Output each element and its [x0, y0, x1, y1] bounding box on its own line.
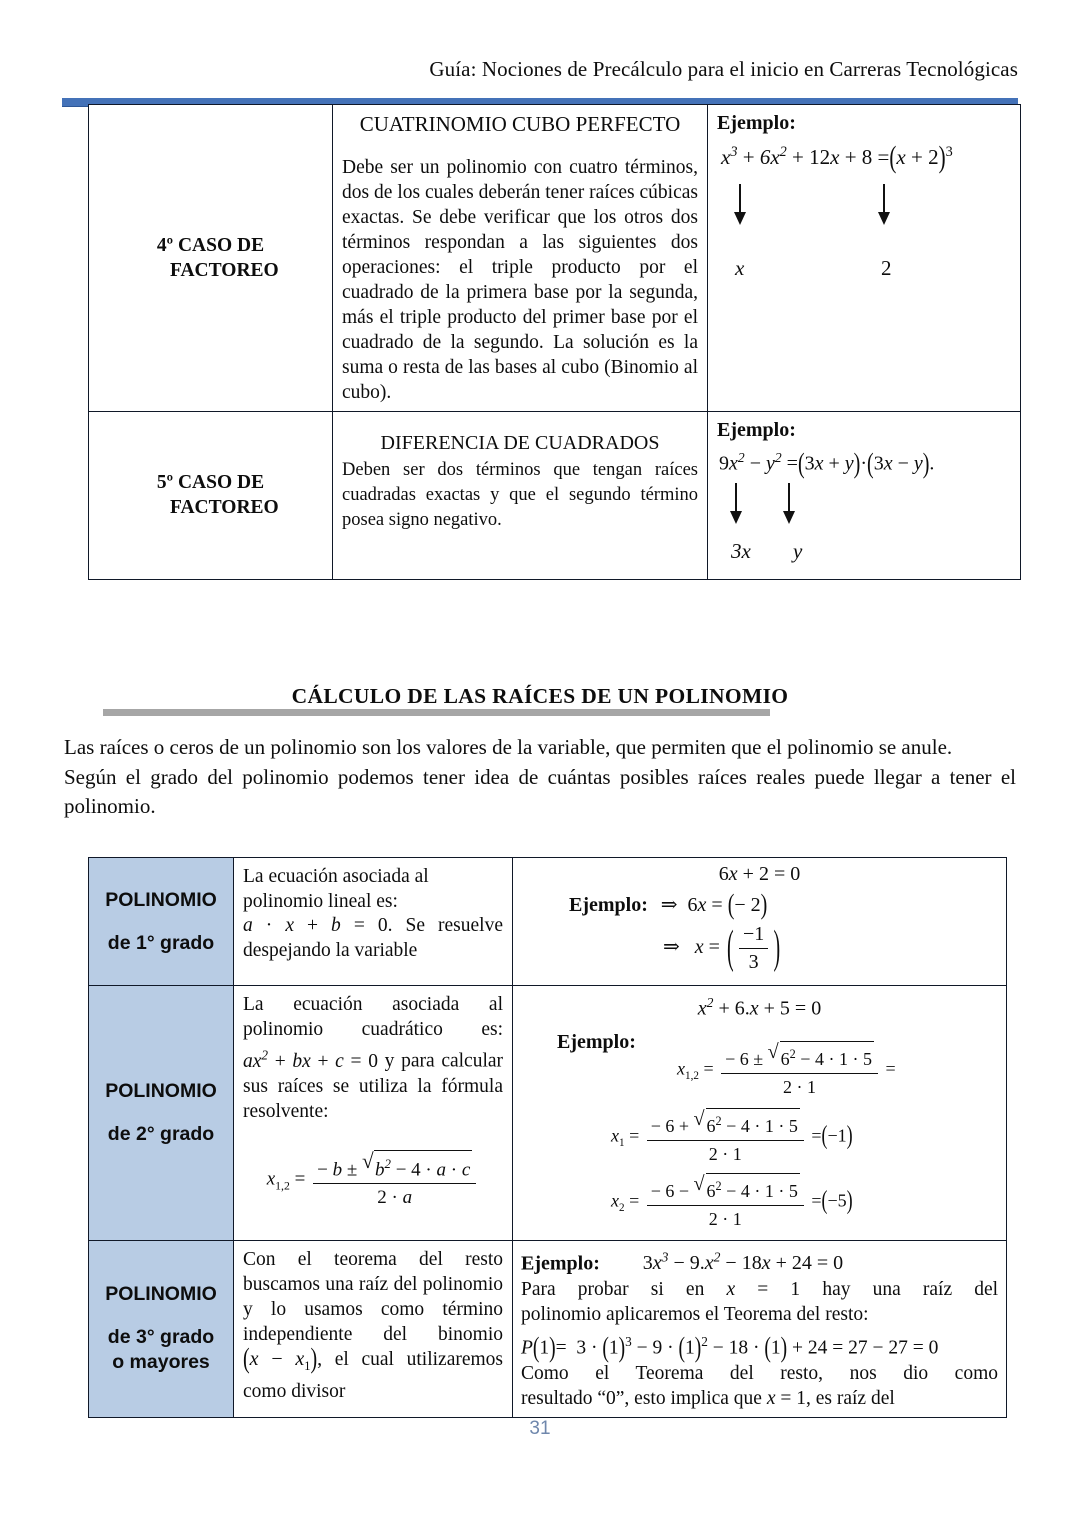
implies-step-1: ⇒ 6x = (− 2) — [660, 888, 768, 921]
quadratic-example-general: $x_{1,2}$ = $\frac{- 6 \pm √ 6^2 - 4 \cdot 1 \cdot 5}{2 \cdot 1}$ = — [523, 1041, 996, 1100]
section-heading: CÁLCULO DE LAS RAÍCES DE UN POLINOMIO — [291, 684, 789, 708]
example-equation-line-2 — [523, 888, 996, 921]
formula-lhs: x — [266, 1168, 276, 1190]
case-label-line-2: FACTOREO — [170, 497, 279, 519]
example-label: Ejemplo: — [569, 894, 648, 916]
case-description-cell — [333, 412, 708, 580]
paragraph-2: Según el grado del polinomio podemos tener idea de cuántas posibles raíces reales puede llegar a tener el polinomio. — [64, 764, 1016, 818]
label-spacer — [93, 1307, 229, 1325]
description-equation-line — [243, 1342, 503, 1404]
case-label-cell — [89, 105, 333, 412]
table-row — [89, 105, 1021, 412]
polynomial-label-line-1: POLINOMIO — [105, 1283, 217, 1306]
base-values-row — [717, 539, 1011, 573]
polynomial-label-line-1: POLINOMIO — [105, 888, 217, 911]
case-example-cell — [708, 412, 1021, 580]
polynomial-roots-table — [88, 857, 1007, 1418]
polynomial-label-line-2: de 2° grado — [107, 1122, 215, 1145]
implies-step-2: ⇒ x = ( $\frac{-1}{3}$ ) — [663, 936, 782, 958]
table-row — [89, 986, 1007, 1241]
example-text-line-3: Como el Teorema del resto, nos dio como — [521, 1362, 998, 1384]
base-value-second: 2 — [881, 256, 892, 280]
case-body-text: Deben ser dos términos que tengan raíces cuadradas exactas y que el segundo término posea signo negativo. — [342, 460, 698, 530]
description-pre: La ecuación asociada al polinomio lineal es: — [243, 866, 429, 912]
polynomial-example-cell — [513, 986, 1007, 1241]
text-segment-a: Para probar si en — [521, 1279, 705, 1301]
case-label-line-2: FACTOREO — [170, 260, 279, 281]
base-value-second: y — [793, 538, 803, 563]
description-pre: Con el teorema del resto buscamos una raíz del polinomio y lo usamos como término independiente del binomio — [243, 1248, 503, 1345]
case-body-text: Debe ser un polinomio con cuatro términos, dos de los cuales deberán tener raíces cúbicas exactas. Se debe verificar que los otros dos términos respondan a las siguientes dos operaciones: el triple producto por el cuadrado de la primera base por la segunda, más el triple producto del primer base por el cuadrado de la segundo. La solución es la suma o resta de las bases al cubo (Binomio al cubo). — [342, 157, 698, 403]
example-label: Ejemplo: — [521, 1252, 600, 1275]
polynomial-description-cell — [234, 858, 513, 986]
description-text — [243, 866, 429, 912]
polynomial-description-cell — [234, 1240, 513, 1417]
quadratic-example-root-2: $x_2$ = $\frac{- 6 - √ 6^2 - 4 \cdot 1 \cdot 5}{2 \cdot 1}$ =(−5) — [523, 1173, 996, 1232]
formula-lhs-sub: 1,2 — [275, 1178, 290, 1192]
base-arrows — [717, 184, 1011, 230]
text-segment-b: , es raíz del — [806, 1387, 895, 1409]
example-text-line-4 — [521, 1386, 998, 1411]
case-label-line-1: 5º CASO DE — [156, 472, 265, 494]
polynomial-example-cell — [513, 858, 1007, 986]
example-equation-line-3 — [523, 922, 996, 975]
base-arrows — [717, 483, 1011, 525]
description-post: Se resuelve despejando la variable — [243, 915, 503, 961]
example-label: Ejemplo: — [717, 112, 796, 134]
base-value-first: x — [735, 256, 745, 280]
example-equation-line-1: 6x + 2 = 0 — [718, 863, 801, 885]
description-equation-line — [243, 913, 503, 963]
fraction-denominator: 3 — [739, 948, 768, 975]
subscript-2: 2 — [619, 1201, 625, 1214]
text-segment-a: resultado “0”, esto implica que — [521, 1387, 762, 1409]
paragraph-1: Las raíces o ceros de un polinomio son los valores de la variable, que permiten que el polinomio se anule. — [64, 735, 953, 759]
case-title: DIFERENCIA DE CUADRADOS — [380, 432, 660, 454]
quadratic-equation: $ax^2$ + bx + c = 0 — [243, 1047, 378, 1072]
quadratic-example-root-1: $x_1$ = $\frac{- 6 + √ 6^2 - 4 \cdot 1 \cdot 5}{2 \cdot 1}$ =(−1) — [523, 1108, 996, 1167]
linear-equation: a · x + b = 0. — [243, 915, 393, 936]
base-values-row — [717, 256, 1011, 290]
quadratic-formula: $x_{1,2}$ = $\frac{- b \pm √ b^2 - 4 \cdot a \cdot c}{2 \cdot a}$ — [243, 1150, 503, 1210]
polynomial-label-line-1: POLINOMIO — [105, 1079, 217, 1102]
example-equation: $x^3 + 6x^2 + 12x + 8 =(x + 2)^3$ — [721, 139, 953, 175]
label-spacer — [93, 1104, 229, 1122]
description-post: el cual utilizaremos como divisor — [243, 1348, 503, 1402]
polynomial-degree-label-cell — [89, 1240, 234, 1417]
table-row — [89, 858, 1007, 986]
polynomial-degree-label-cell — [89, 858, 234, 986]
case-label-cell — [89, 412, 333, 580]
case-description-cell — [333, 105, 708, 412]
text-segment-b: hay una raíz del — [822, 1279, 999, 1301]
polynomial-description-cell — [234, 986, 513, 1241]
subscript-1: 1 — [619, 1136, 625, 1149]
document-header-title: Guía: Nociones de Precálculo para el inicio en Carreras Tecnológicas — [429, 57, 1018, 81]
polynomial-label-line-2: de 3° grado — [107, 1326, 215, 1349]
polynomial-label-line-2: de 1° grado — [107, 931, 215, 954]
description-pre: La ecuación asociada al polinomio cuadrático es: — [243, 994, 503, 1040]
table-row — [89, 1240, 1007, 1417]
example-text-line-2: polinomio aplicaremos el Teorema del resto: — [521, 1304, 869, 1326]
cubic-equation: $3x^3 - 9.x^2 - 18x + 24 = 0$ — [642, 1249, 844, 1275]
section-heading-rule — [103, 709, 770, 716]
example-label: Ejemplo: — [717, 419, 796, 441]
factoreo-cases-table — [88, 104, 1021, 580]
example-text-line-1 — [521, 1277, 998, 1302]
case-label-line-1: 4º CASO DE — [156, 235, 265, 256]
case-title: CUATRINOMIO CUBO PERFECTO — [359, 112, 681, 136]
inline-equation-x-equals-1: x = 1 — [726, 1279, 801, 1301]
polynomial-degree-label-cell — [89, 986, 234, 1241]
subscript-1-2: 1,2 — [685, 1069, 699, 1082]
label-spacer — [93, 913, 229, 931]
case-example-cell — [708, 105, 1021, 412]
polynomial-label-line-3: o mayores — [112, 1351, 210, 1374]
table-row — [89, 412, 1021, 580]
example-equation-line-1: $x^2 + 6.x + 5 = 0$ — [697, 995, 822, 1020]
example-label: Ejemplo: — [557, 1030, 636, 1053]
example-equation: $9x^2 - y^2 =(3x + y)\cdot(3x - y)$. — [719, 447, 935, 480]
description-equation-line — [243, 1042, 503, 1124]
example-header-row — [521, 1245, 998, 1277]
remainder-theorem-evaluation: $P(1)= 3 \cdot (1)^3 - 9 \cdot (1)^2 - 18 \cdot (1) + 24 = 27 - 27 = 0$ — [521, 1333, 939, 1364]
section-body-copy — [64, 733, 1016, 822]
base-value-first: 3x — [731, 538, 751, 563]
page-number: 31 — [529, 1418, 551, 1439]
fraction-numerator: ( −1 — [742, 923, 765, 945]
polynomial-example-cell — [513, 1240, 1007, 1417]
inline-equation-root: x = 1 — [766, 1387, 806, 1409]
description-post: y para calcular sus raíces se utiliza la fórmula resolvente: — [243, 1050, 504, 1122]
binomial-divisor: $(x - x_1)$, — [243, 1342, 323, 1375]
